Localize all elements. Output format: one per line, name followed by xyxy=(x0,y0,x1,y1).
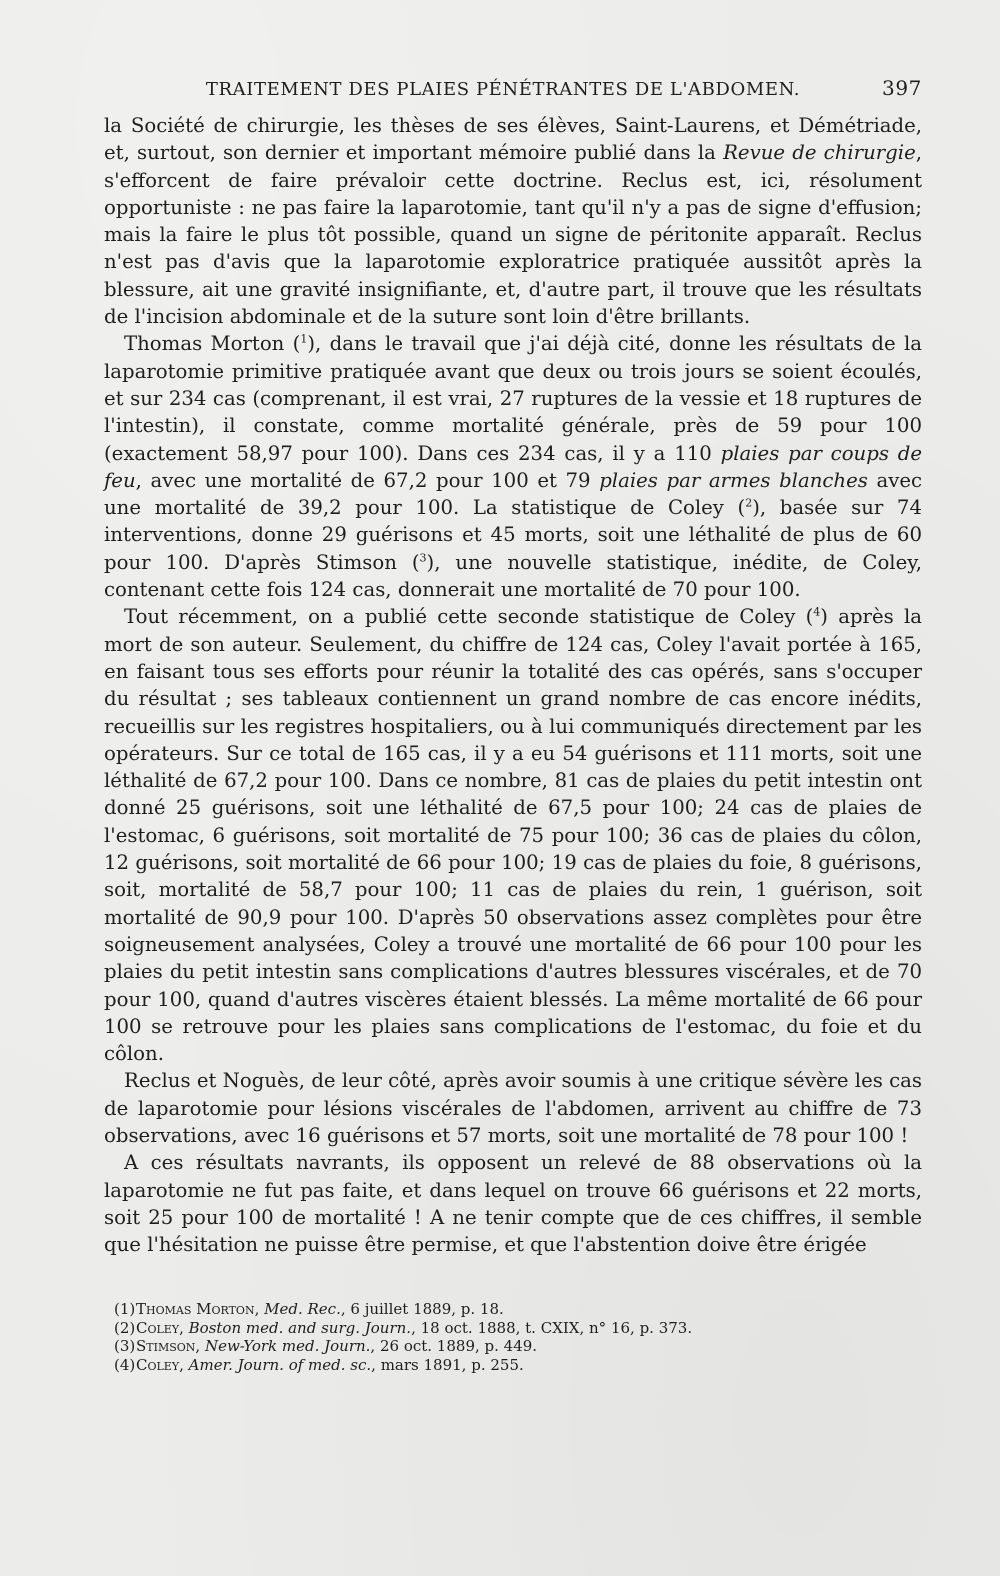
body-text xyxy=(104,112,922,1258)
italic-text: plaies par coups de feu xyxy=(104,441,923,492)
footnote-source: Med. Rec. xyxy=(264,1300,341,1319)
footnote xyxy=(114,1319,922,1338)
paragraph xyxy=(104,603,922,1067)
footnote xyxy=(114,1356,922,1375)
paragraph xyxy=(104,1067,922,1149)
text-run: avec une mortalité de 39,2 pour 100. La statistique de Coley ( xyxy=(104,468,923,520)
footnote-reference: 4 xyxy=(813,605,821,619)
footnote-reference: 3 xyxy=(419,551,427,565)
text-run: ), une nouvelle statistique, inédite, de Coley, contenant cette fois 124 cas, donnerait une mortalité de 70 pour 100. xyxy=(104,550,923,602)
text-run: ), basée sur 74 interventions, donne 29 guérisons et 45 morts, soit une léthalité de plus de 60 pour 100. D'après Stimson ( xyxy=(104,496,922,574)
footnote-source: New-York med. Journ. xyxy=(204,1337,371,1356)
footnote-reference: 1 xyxy=(300,332,308,346)
footnote-mark: (1) xyxy=(114,1300,136,1319)
text-run: Tout récemment, on a publié cette seconde statistique de Coley ( xyxy=(124,605,814,629)
running-head-title: TRAITEMENT DES PLAIES PÉNÉTRANTES DE L'ABDOMEN. xyxy=(205,79,801,100)
footnote-mark: (4) xyxy=(114,1355,136,1374)
text-run: , s'efforcent de faire prévaloir cette doctrine. Reclus est, ici, résolument opportuniste : ne pas faire la laparotomie, tant qu'il n'y a pas de signe d'effusion; mais la faire le plus tôt possible, quand un signe de péritonite apparaît. Reclus n'est pas d'avis que la laparotomie exploratrice pratiquée aussitôt après la blessure, ait une gravité insignifiante, et, d'autre part, il trouve que les résultats de l'incision abdominale et de la suture sont loin d'être brillants. xyxy=(104,141,922,329)
footnote-reference: 2 xyxy=(745,496,753,510)
footnote-mark: (3) xyxy=(114,1337,136,1356)
text-run: Reclus et Noguès, de leur côté, après avoir soumis à une critique sévère les cas de laparotomie pour lésions viscérales de l'abdomen, arrivent au chiffre de 73 observations, avec 16 guérisons et 57 morts, soit une mortalité de 78 pour 100 ! xyxy=(104,1069,922,1147)
paragraph xyxy=(104,330,922,603)
text-run: ), dans le travail que j'ai déjà cité, donne les résultats de la laparotomie primitive pratiquée avant que deux ou trois jours se soient écoulés, et sur 234 cas (comprenant, il est vrai, 27 ruptures de la vessie et 18 ruptures de l'intestin), il constate, comme mortalité générale, près de 59 pour 100 (exactement 58,97 pour 100). Dans ces 234 cas, il y a 110 xyxy=(104,332,922,465)
footnote-author: Coley xyxy=(136,1318,180,1337)
running-head xyxy=(104,76,922,106)
italic-text: Revue de chirurgie xyxy=(723,141,916,165)
footnote-separator: , xyxy=(179,1355,189,1374)
footnote xyxy=(114,1337,922,1356)
footnote-separator: , xyxy=(254,1300,265,1319)
footnote-source: Boston med. and surg. Journ. xyxy=(188,1318,412,1337)
footnote-author: Thomas Morton xyxy=(136,1300,255,1319)
footnote-author: Coley xyxy=(136,1355,180,1374)
footnote-details: , mars 1891, p. 255. xyxy=(371,1355,524,1374)
footnote-details: , 26 oct. 1889, p. 449. xyxy=(370,1337,538,1356)
italic-text: plaies par armes blanches xyxy=(599,468,868,492)
footnote-details: , 18 oct. 1888, t. CXIX, n° 16, p. 373. xyxy=(411,1318,693,1337)
footnote-details: , 6 juillet 1889, p. 18. xyxy=(340,1300,504,1319)
text-run: , avec une mortalité de 67,2 pour 100 et 79 xyxy=(135,468,600,492)
paragraph xyxy=(104,1149,922,1258)
text-run: A ces résultats navrants, ils opposent un relevé de 88 observations où la laparotomie ne fut pas faite, et dans lequel on trouve 66 guérisons et 22 morts, soit 25 pour 100 de mortalité ! A ne tenir compte que de ces chiffres, il semble que l'hésitation ne puisse être permise, et que l'abstention doive être érigée xyxy=(104,1151,922,1257)
footnote-mark: (2) xyxy=(114,1318,136,1337)
text-run: Thomas Morton ( xyxy=(124,332,301,356)
footnote xyxy=(114,1300,922,1319)
text-run: ) après la mort de son auteur. Seulement, du chiffre de 124 cas, Coley l'avait portée à 165, en faisant tous ses efforts pour réunir la totalité des cas opérés, sans s'occuper du résultat ; ses tableaux contiennent un grand nombre de cas encore inédits, recueillis sur les registres hospitaliers, ou à lui communiqués directement par les opérateurs. Sur ce total de 165 cas, il y a eu 54 guérisons et 111 morts, soit une léthalité de 67,2 pour 100. Dans ce nombre, 81 cas de plaies du petit intestin ont donné 25 guérisons, soit une léthalité de 67,5 pour 100; 24 cas de plaies de l'estomac, 6 guérisons, soit mortalité de 75 pour 100; 36 cas de plaies du côlon, 12 guérisons, soit mortalité de 66 pour 100; 19 cas de plaies du foie, 8 guérisons, soit, mortalité de 58,7 pour 100; 11 cas de plaies du rein, 1 guérison, soit mortalité de 90,9 pour 100. D'après 50 observations assez complètes pour être soigneusement analysées, Coley a trouvé une mortalité de 66 pour 100 pour les plaies du petit intestin sans complications d'autres blessures viscérales, et de 70 pour 100, quand d'autres viscères étaient blessés. La même mortalité de 66 pour 100 se retrouve pour les plaies sans complications de l'estomac, du foie et du côlon. xyxy=(104,605,922,1066)
footnote-separator: , xyxy=(195,1337,205,1356)
text-run: la Société de chirurgie, les thèses de ses élèves, Saint-Laurens, et Démétriade, et, surtout, son dernier et important mémoire publié dans la xyxy=(104,114,922,165)
page-number: 397 xyxy=(882,76,922,100)
footnote-author: Stimson xyxy=(136,1337,196,1356)
footnote-separator: , xyxy=(179,1318,189,1337)
footnote-source: Amer. Journ. of med. sc. xyxy=(188,1355,372,1374)
paragraph xyxy=(104,112,922,330)
footnotes xyxy=(104,1300,922,1374)
